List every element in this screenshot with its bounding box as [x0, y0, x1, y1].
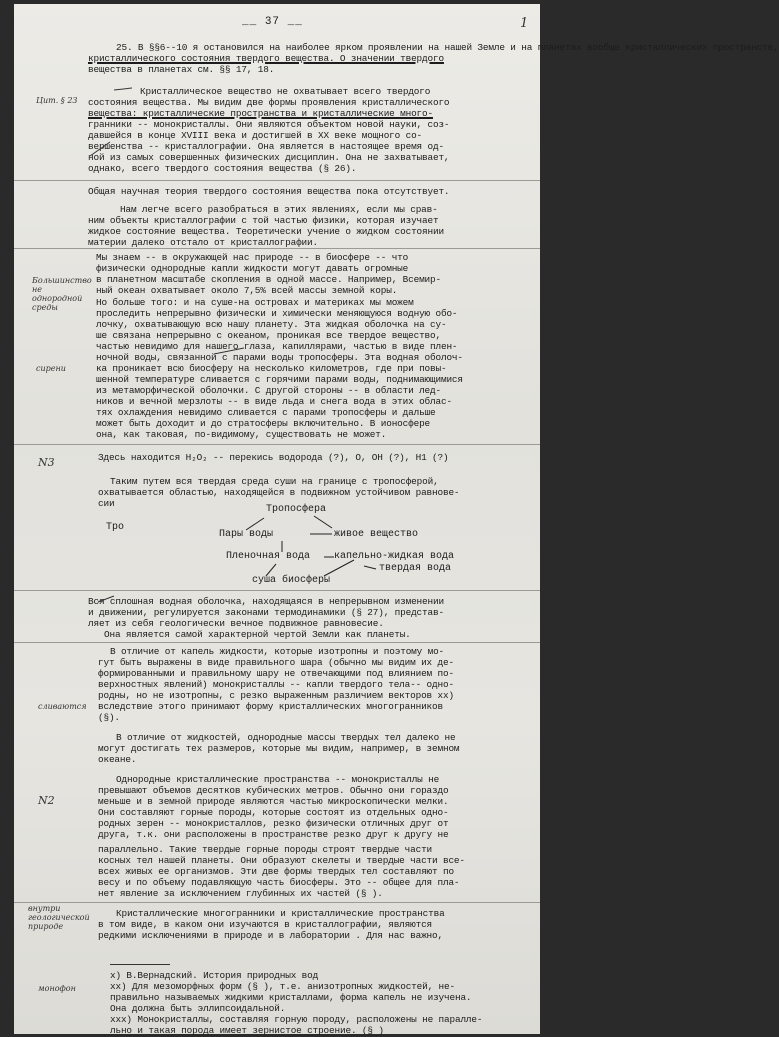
text-line: друга, т.к. они расположены в пространстве резко друг к другу не — [98, 829, 449, 840]
text-line: родных зерен -- монокристаллов, резко физически отличных друг от — [98, 818, 449, 829]
text-line: Она является самой характерной чертой Земли как планеты. — [104, 629, 411, 640]
text-line: Здесь находится H₂O₂ -- перекись водорода (?), O, OH (?), H1 (?) — [98, 452, 449, 463]
text-line: В отличие от жидкостей, однородные массы твердых тел далеко не — [116, 732, 456, 743]
margin-note: N3 — [38, 456, 55, 469]
pencil-strikes — [14, 4, 540, 1034]
text-line: гут быть выражены в виде правильного шара (обычно мы видим их де- — [98, 657, 454, 668]
text-line: всех живых ее организмов. Эти две формы твердых тел составляют по — [98, 866, 454, 877]
diagram-label-capillary-water: капельно-жидкая вода — [334, 551, 455, 562]
text-line: 25. В §§6--10 я остановился на наиболее ярком проявлении на нашей Земле и на планетах вообще кристаллических пространств, — [116, 42, 779, 53]
text-line: формированными и правильному шару не отвечающими под влиянием по- — [98, 668, 454, 679]
text-line: ка проникает всю биосферу на несколько километров, где при повы- — [96, 363, 447, 374]
text-line: косных тел нашей планеты. Они образуют скелеты и твердые части все- — [98, 855, 465, 866]
text-line: океане. — [98, 754, 137, 765]
margin-note: Цит. § 23 — [36, 96, 78, 105]
text-line: редкими исключениями в природе и в лаборатории . Для нас важно, — [98, 930, 443, 941]
text-line: вещества в планетах см. §§ 17, 18. — [88, 64, 275, 75]
text-line: частью невидимо для нашего глаза, капиллярами, частью в виде плен- — [96, 341, 458, 352]
text-line: вследствие этого принимают форму кристаллических многогранников — [98, 701, 443, 712]
text-line: меньше и в земной природе являются частью микроскопически мелки. — [98, 796, 449, 807]
diagram-label-film-water: Пленочная вода — [226, 551, 311, 562]
text-line: материи далеко отстало от кристаллографии. — [88, 237, 318, 248]
text-line: Однородные кристаллические пространства -- монокристаллы не — [116, 774, 440, 785]
text-line: состояния вещества. Мы видим две формы проявления кристаллического — [88, 97, 450, 108]
text-line: Общая научная теория твердого состояния вещества пока отсутствует. — [88, 186, 450, 197]
text-line: сии — [98, 498, 115, 509]
text-line: Но больше того: и на суше-на островах и материках мы можем — [96, 297, 414, 308]
text-line: Таким путем вся твердая среда суши на границе с тропосферой, — [110, 476, 439, 487]
margin-note: сирени — [36, 364, 66, 373]
text-line: Кристаллические многогранники и кристаллические пространства — [116, 908, 445, 919]
diagram-label-solid-water: твердая вода — [379, 563, 452, 574]
text-line: вершенства -- кристаллографии. Она является в настоящее время од- — [88, 141, 444, 152]
document-page — [14, 4, 779, 1036]
text-line: ним объекты кристаллографии с той частью физики, которая изучает — [88, 215, 439, 226]
text-line: параллельно. Такие твердые горные породы строят твердые части — [98, 844, 433, 855]
footnote-line: льно и такая порода имеет зернистое строение. (§ ) — [110, 1025, 384, 1036]
text-line: тях охлаждения невидимо сливается с парами тропосферы и дальше — [96, 407, 436, 418]
diagram-label-land: суша биосферы — [252, 575, 331, 586]
footnote-line: Она должна быть эллипсоидальной. — [110, 1003, 286, 1014]
text-line: гранники -- монокристаллы. Они являются объектом новой науки, соз- — [88, 119, 450, 130]
diagram-label-troposphere: Тропосфера — [266, 504, 327, 515]
text-line: ной из самых совершенных физических дисциплин. Она не захватывает, — [88, 152, 450, 163]
text-line: превышают объемов десятков кубических метров. Обычно они гораздо — [98, 785, 449, 796]
page-number: __ 37 __ — [242, 16, 303, 28]
text-line: вещества: кристаллические пространства и кристаллические много- — [88, 108, 433, 119]
diagram-label-water-vapor: Пары воды — [219, 529, 274, 540]
text-line: проследить непрерывно физически и химически меняющуюся водную обо- — [96, 308, 458, 319]
text-line: Кристаллическое вещество не охватывает всего твердого — [140, 86, 431, 97]
text-line: ночной воды, связанной с парами воды тропосферы. Эта водная оболоч- — [96, 352, 463, 363]
text-line: однако, всего твердого состояния вещества (§ 26). — [88, 163, 357, 174]
text-line: Они составляют горные породы, которые состоят из отдельных одно- — [98, 807, 449, 818]
text-line: шенной температуре сливается с горячими парами воды, поднимающимися — [96, 374, 463, 385]
text-line: охватывается областью, находящейся в подвижном устойчивом равнове- — [98, 487, 460, 498]
margin-note: монофон — [38, 984, 76, 993]
text-line: нет явление за исключением глубинных их частей (§ ). — [98, 888, 383, 899]
text-line: ляет из себя геологически вечное подвижное равновесие. — [88, 618, 384, 629]
text-line: Вся сплошная водная оболочка, находящаяся в непрерывном изменении — [88, 596, 444, 607]
diagram-label-living-matter: живое вещество — [334, 529, 419, 540]
text-line: в планетном масштабе скопления в одной массе. Например, Всемир- — [96, 274, 441, 285]
footnote-line: хх) Для мезоморфных форм (§ ), т.е. анизотропных жидкостей, не- — [110, 981, 455, 992]
text-line: верхностных явлений) монокристаллы -- капли твердого тела-- одно- — [98, 679, 454, 690]
margin-note: внутри геологической природе — [28, 904, 90, 931]
corner-mark: 1 — [520, 16, 529, 31]
text-line: ше связана непрерывно с океаном, проникая все твердое вещество, — [96, 330, 441, 341]
footnote-line: правильно называемых жидкими кристаллами, форма капель не изучена. — [110, 992, 472, 1003]
text-line: Нам легче всего разобраться в этих явлениях, если мы срав- — [120, 204, 438, 215]
text-line: жидкое состояние вещества. Теоретически учение о жидком состоянии — [88, 226, 444, 237]
text-line: ников и вечной мерзлоты -- в виде льда и снега вода в этих облас- — [96, 396, 452, 407]
text-line: может быть доходит и до стратосферы включительно. В ионосфере — [96, 418, 431, 429]
text-line: кристаллического состояния твердого вещества. О значении твердого — [88, 53, 444, 64]
text-line: и движении, регулируется законами термодинамики (§ 27), представ- — [88, 607, 444, 618]
text-line: Мы знаем -- в окружающей нас природе -- в биосфере -- что — [96, 252, 409, 263]
text-line: родны, но не изотропны, с резко выраженным различием векторов xx) — [98, 690, 454, 701]
text-line: лочку, охватывающую всю нашу планету. Эта жидкая оболочка на су- — [96, 319, 447, 330]
footnote-line: х) В.Вернадский. История природных вод — [110, 970, 319, 981]
text-line: (§). — [98, 712, 120, 723]
text-line: В отличие от капель жидкости, которые изотропны и поэтому мо- — [110, 646, 445, 657]
diagram-label-tro: Тро — [106, 522, 125, 533]
text-line: она, как таковая, по-видимому, существовать не может. — [96, 429, 387, 440]
margin-note: N2 — [38, 794, 55, 807]
text-line: из метаморфической оболочки. С другой стороны -- в области лед- — [96, 385, 441, 396]
text-line: ный океан охватывает около 7,5% всей массы земной коры. — [96, 285, 398, 296]
margin-note: сливаются — [38, 702, 87, 711]
text-line: физически однородные капли жидкости могут давать огромные — [96, 263, 409, 274]
margin-note: Большинство не однородной среды — [32, 276, 92, 312]
text-line: в том виде, в каком они изучаются в кристаллографии, являются — [98, 919, 433, 930]
text-line: давшейся в конце XVIII века и достигшей в XX веке мощного со- — [88, 130, 423, 141]
text-line: весу и по объему подавляющую часть биосферы. Это -- общее для пла- — [98, 877, 460, 888]
footnote-line: ххх) Монокристаллы, составляя горную породу, расположены не паралле- — [110, 1014, 483, 1025]
text-line: могут достигать тех размеров, которые мы видим, например, в земном — [98, 743, 460, 754]
